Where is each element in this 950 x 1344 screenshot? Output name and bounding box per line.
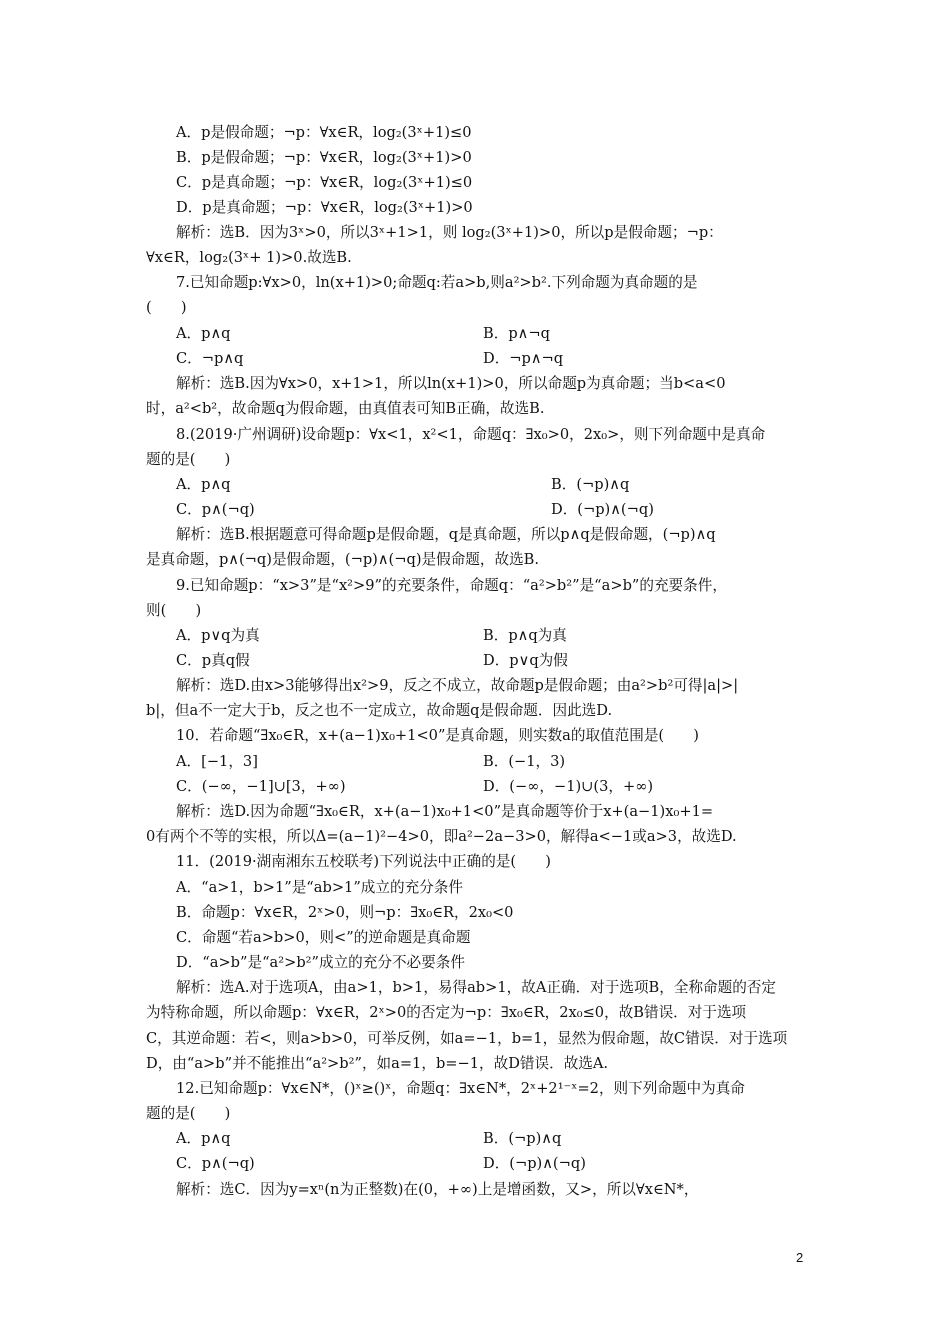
q10-option-b: B．(−1，3) (483, 753, 566, 770)
q7-solution-line1: 解析：选B.因为∀x>0，x+1>1，所以ln(x+1)>0，所以命题p为真命题；当b<a<0 (176, 375, 726, 392)
q7-option-c: C．¬p∧q (176, 350, 244, 367)
q9-option-a: A．p∨q为真 (176, 627, 260, 644)
q8-option-a: A．p∧q (176, 476, 231, 493)
q12-solution-line1: 解析：选C．因为y=xⁿ(n为正整数)在(0，+∞)上是增函数，又>，所以∀x∈N*， (176, 1181, 699, 1198)
q9-solution-line1: 解析：选D.由x>3能够得出x²>9，反之不成立，故命题p是假命题；由a²>b²可得|a|>| (176, 677, 739, 694)
q7-option-d: D．¬p∧¬q (483, 350, 564, 367)
q10-stem: 10．若命题“∃x₀∈R，x+(a−1)x₀+1<0”是真命题，则实数a的取值范围是( ) (176, 727, 700, 744)
q11-solution-line1: 解析：选A.对于选项A，由a>1，b>1，易得ab>1，故A正确．对于选项B，全称命题的否定 (176, 979, 777, 996)
q7-solution-line2: 时，a²<b²，故命题q为假命题，由真值表可知B正确，故选B. (146, 400, 545, 417)
q9-option-d: D．p∨q为假 (483, 652, 568, 669)
q7-stem-line1: 7.已知命题p:∀x>0，ln(x+1)>0;命题q:若a>b,则a²>b².下列命题为真命题的是 (176, 274, 698, 291)
q8-stem-line1: 8.(2019·广州调研)设命题p：∀x<1，x²<1，命题q：∃x₀>0，2x₀>，则下列命题中是真命 (176, 426, 766, 443)
q8-option-d: D．(¬p)∧(¬q) (551, 501, 654, 518)
q8-option-b: B．(¬p)∧q (551, 476, 630, 493)
q12-option-b: B．(¬p)∧q (483, 1130, 562, 1147)
q10-option-c: C．(−∞，−1]∪[3，+∞) (176, 778, 346, 795)
q11-solution-line2: 为特称命题，所以命题p：∀x∈R，2ˣ>0的否定为¬p：∃x₀∈R，2x₀≤0，故B错误．对于选项 (146, 1004, 747, 1021)
q12-stem-line1: 12.已知命题p：∀x∈N*，()ˣ≥()ˣ，命题q：∃x∈N*，2ˣ+2¹⁻ˣ=2，则下列命题中为真命 (176, 1080, 745, 1097)
q11-solution-line3: C，其逆命题：若<，则a>b>0，可举反例，如a=−1，b=1，显然为假命题，故C错误．对于选项 (146, 1030, 788, 1047)
q6-option-a: A．p是假命题；¬p：∀x∈R，log₂(3ˣ+1)≤0 (176, 124, 472, 141)
q10-solution-line2: 0有两个不等的实根，所以Δ=(a−1)²−4>0，即a²−2a−3>0，解得a<−1或a>3，故选D. (146, 828, 737, 845)
q9-option-c: C．p真q假 (176, 652, 250, 669)
q12-option-d: D．(¬p)∧(¬q) (483, 1155, 586, 1172)
q11-option-c: C．命题“若a>b>0，则<”的逆命题是真命题 (176, 929, 471, 946)
q6-option-b: B．p是假命题；¬p：∀x∈R，log₂(3ˣ+1)>0 (176, 149, 472, 166)
page-number: 2 (796, 1250, 804, 1265)
q8-solution-line2: 是真命题，p∧(¬q)是假命题，(¬p)∧(¬q)是假命题，故选B. (146, 551, 540, 568)
q7-stem-line2: ( ) (146, 299, 187, 316)
q9-solution-line2: b|，但a不一定大于b，反之也不一定成立，故命题q是假命题．因此选D. (146, 702, 613, 719)
q11-option-d: D．“a>b”是“a²>b²”成立的充分不必要条件 (176, 954, 465, 971)
q12-stem-line2: 题的是( ) (146, 1105, 231, 1122)
q9-stem-line1: 9.已知命题p：“x>3”是“x²>9”的充要条件，命题q：“a²>b²”是“a>b”的充要条件， (176, 577, 727, 594)
q7-option-b: B．p∧¬q (483, 325, 550, 342)
q11-option-b: B．命题p：∀x∈R，2ˣ>0，则¬p：∃x₀∈R，2x₀<0 (176, 904, 514, 921)
q6-option-d: D．p是真命题；¬p：∀x∈R，log₂(3ˣ+1)>0 (176, 199, 473, 216)
q6-option-c: C．p是真命题；¬p：∀x∈R，log₂(3ˣ+1)≤0 (176, 174, 473, 191)
q9-option-b: B．p∧q为真 (483, 627, 567, 644)
q10-option-a: A．[−1，3] (176, 753, 258, 770)
q7-option-a: A．p∧q (176, 325, 231, 342)
q6-solution-line2: ∀x∈R，log₂(3ˣ+ 1)>0.故选B. (146, 249, 352, 266)
q11-stem: 11．(2019·湖南湘东五校联考)下列说法中正确的是( ) (176, 853, 551, 870)
q10-solution-line1: 解析：选D.因为命题“∃x₀∈R，x+(a−1)x₀+1<0”是真命题等价于x+(a−1)x₀+1= (176, 803, 714, 820)
q6-solution-line1: 解析：选B．因为3ˣ>0，所以3ˣ+1>1，则 log₂(3ˣ+1)>0，所以p是假命题；¬p： (176, 224, 723, 241)
q12-option-a: A．p∧q (176, 1130, 231, 1147)
q8-solution-line1: 解析：选B.根据题意可得命题p是假命题，q是真命题，所以p∧q是假命题，(¬p)∧q (176, 526, 716, 543)
q8-option-c: C．p∧(¬q) (176, 501, 255, 518)
q11-option-a: A．“a>1，b>1”是“ab>1”成立的充分条件 (176, 879, 463, 896)
q8-stem-line2: 题的是( ) (146, 451, 231, 468)
q12-option-c: C．p∧(¬q) (176, 1155, 255, 1172)
q11-solution-line4: D，由“a>b”并不能推出“a²>b²”，如a=1，b=−1，故D错误．故选A. (146, 1055, 609, 1072)
q9-stem-line2: 则( ) (146, 602, 202, 619)
q10-option-d: D．(−∞，−1)∪(3，+∞) (483, 778, 654, 795)
